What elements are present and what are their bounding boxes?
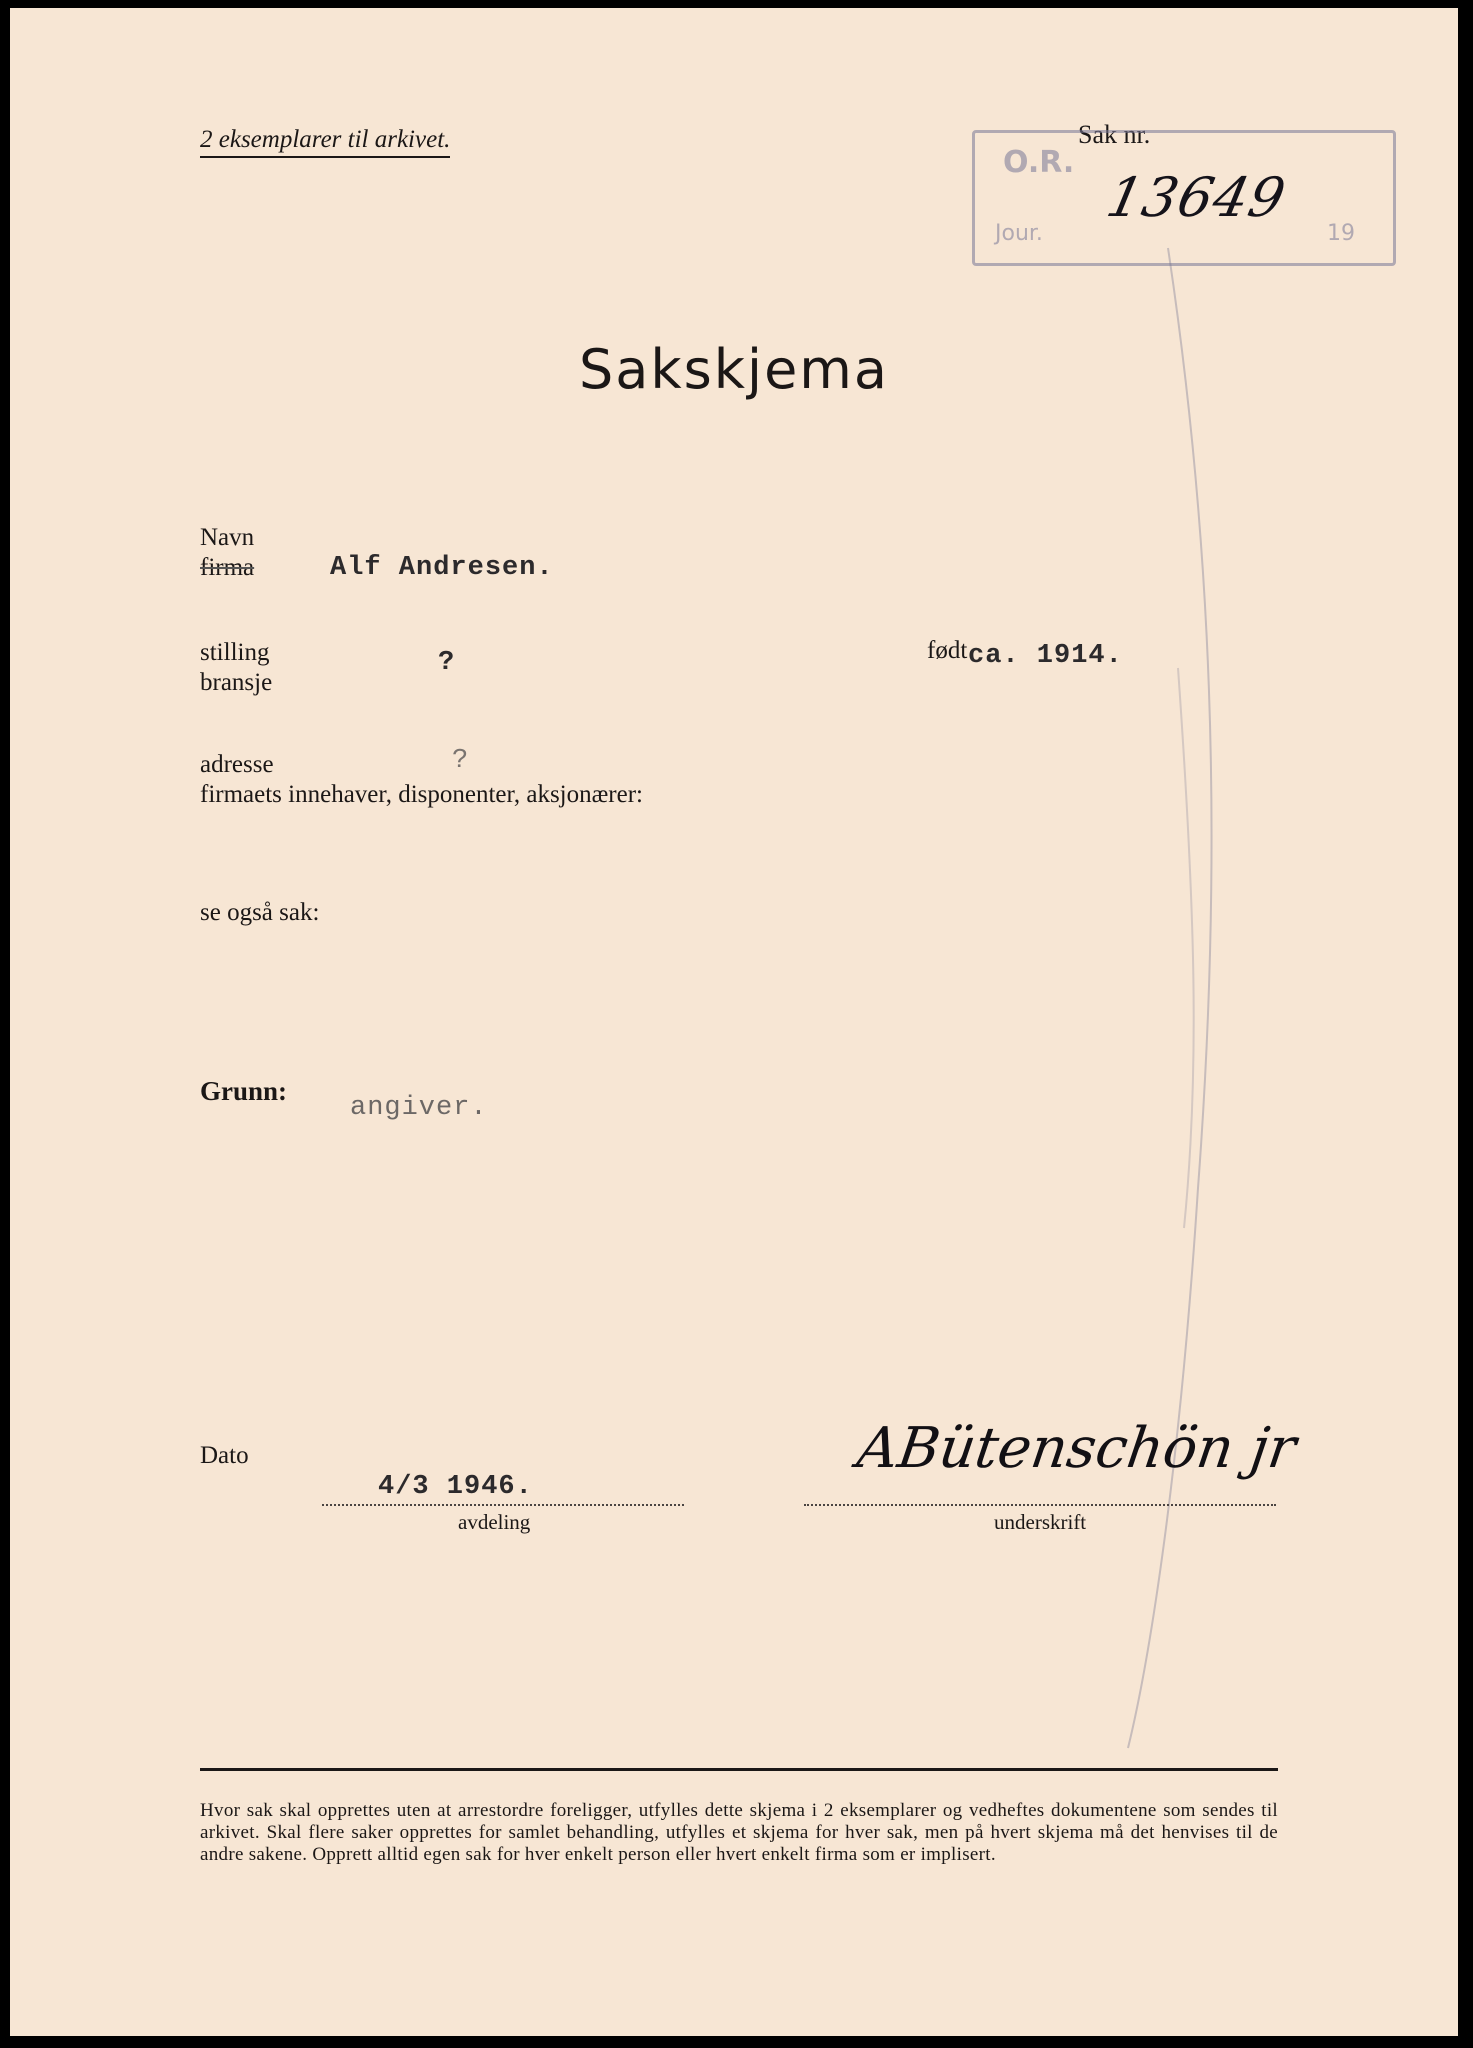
avdeling-label: avdeling	[458, 1510, 531, 1534]
archive-note: 2 eksemplarer til arkivet.	[200, 126, 450, 158]
grunn-value: angiver.	[350, 1093, 488, 1123]
instructions-rule	[200, 1768, 1278, 1771]
case-number-label: Sak nr.	[1078, 120, 1151, 149]
grunn-label: Grunn:	[200, 1076, 288, 1106]
form-page	[10, 8, 1458, 2036]
adresse-label: adresse	[200, 751, 274, 778]
dato-label: Dato	[200, 1442, 249, 1469]
stamp-year-suffix: 19	[1327, 221, 1355, 246]
navn-label: Navn	[200, 524, 255, 551]
stilling-value: ?	[438, 648, 456, 678]
firma-label: firma	[200, 554, 255, 581]
fodt-value: ca. 1914.	[968, 641, 1123, 671]
signature: ABütenschön jr	[853, 1416, 1300, 1481]
navn-value: Alf Andresen.	[330, 553, 554, 583]
dato-value: 4/3 1946.	[378, 1472, 533, 1502]
signature-line	[804, 1504, 1276, 1506]
dato-line	[322, 1504, 684, 1506]
fodt-label: født	[927, 637, 968, 664]
se-ogsa-label: se også sak:	[200, 899, 320, 926]
innehaver-label: firmaets innehaver, disponenter, aksjonærer:	[200, 781, 643, 808]
stilling-label: stilling	[200, 639, 270, 666]
case-number-handwritten: 13649	[1101, 166, 1292, 229]
bransje-label: bransje	[200, 669, 273, 696]
adresse-value: ?	[452, 746, 470, 776]
underskrift-label: underskrift	[994, 1510, 1087, 1534]
instructions-text: Hvor sak skal opprettes uten at arrestordre foreligger, utfylles dette skjema i 2 eksemplarer og vedheftes dokumentene som sendes til arkivet. Skal flere saker opprettes for samlet behandling, utfylles et skjema for hver sak, men på hvert skjema må det henvises til de andre sakene. Opprett alltid egen sak for hver enkelt person eller hvert enkelt firma som er implisert.	[200, 1800, 1278, 1865]
form-title: Sakskjema	[579, 338, 889, 401]
stamp-journal-label: Jour.	[995, 221, 1043, 246]
stamp-text: O.R.	[1003, 145, 1075, 180]
pencil-marks	[10, 8, 1458, 2036]
